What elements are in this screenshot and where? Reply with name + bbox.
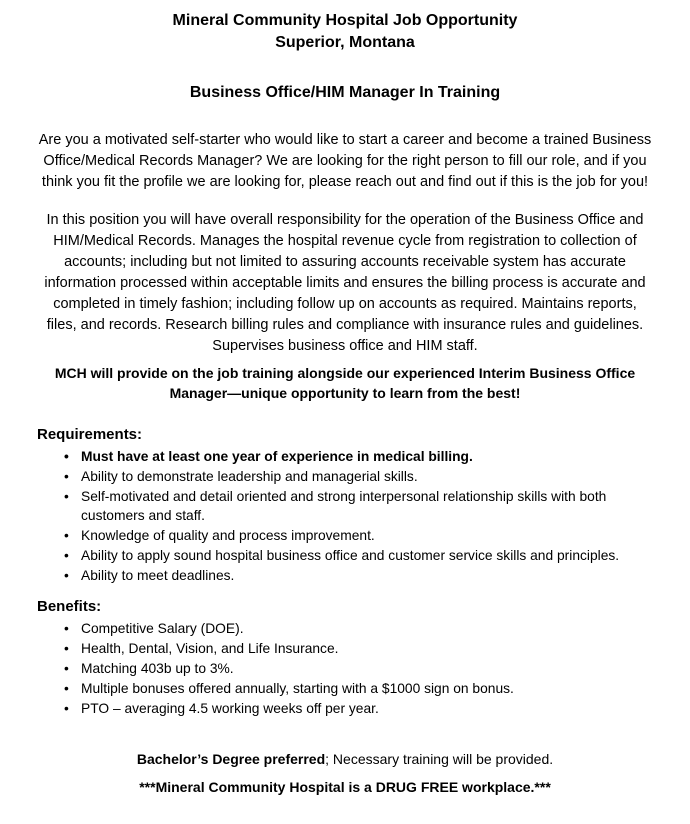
list-item: • Ability to demonstrate leadership and managerial skills. bbox=[64, 467, 653, 486]
list-item: • Health, Dental, Vision, and Life Insurance. bbox=[64, 639, 653, 658]
document-title bbox=[37, 10, 653, 54]
drug-free-notice: ***Mineral Community Hospital is a DRUG FREE workplace.*** bbox=[139, 779, 551, 795]
list-item: • Knowledge of quality and process improvement. bbox=[64, 526, 653, 545]
list-item: • Must have at least one year of experience in medical billing. bbox=[64, 447, 653, 466]
benefits-heading: Benefits: bbox=[37, 598, 102, 615]
training-note: MCH will provide on the job training alongside our experienced Interim Business Office Manager—unique opportunity to learn from the best! bbox=[54, 365, 636, 401]
list-item: • Competitive Salary (DOE). bbox=[64, 619, 653, 638]
list-item: • Ability to meet deadlines. bbox=[64, 566, 653, 585]
description-paragraph: In this position you will have overall responsibility for the operation of the Business Office and HIM/Medical Records. Manages the hospital revenue cycle from registration to collection of accounts; including but not limited to assuring accounts receivable system has accurate information processed within acceptable limits and ensures the billing process is accurate and completed in timely fashion; including follow up on accounts as required. Maintains reports, files, and records. Research billing rules and compliance with insurance rules and guidelines. Supervises business office and HIM staff. bbox=[44, 212, 646, 354]
document-title-line2: Superior, Montana bbox=[275, 34, 415, 51]
list-item: • Self-motivated and detail oriented and strong interpersonal relationship skills with both customers and staff. bbox=[64, 487, 653, 525]
requirements-list bbox=[37, 447, 653, 585]
degree-note-bold: Bachelor’s Degree preferred bbox=[136, 751, 326, 767]
requirements-heading: Requirements: bbox=[37, 426, 143, 443]
document-title-line1: Mineral Community Hospital Job Opportunity bbox=[172, 12, 518, 29]
list-item: • Ability to apply sound hospital business office and customer service skills and principles. bbox=[64, 546, 653, 565]
job-title: Business Office/HIM Manager In Training bbox=[189, 84, 501, 101]
degree-note-rest: ; Necessary training will be provided. bbox=[325, 751, 554, 767]
list-item: • PTO – averaging 4.5 working weeks off per year. bbox=[64, 699, 653, 718]
list-item: • Matching 403b up to 3%. bbox=[64, 659, 653, 678]
benefits-list bbox=[37, 619, 653, 718]
degree-note bbox=[37, 750, 653, 769]
list-item: • Multiple bonuses offered annually, starting with a $1000 sign on bonus. bbox=[64, 679, 653, 698]
intro-paragraph: Are you a motivated self-starter who would like to start a career and become a trained Business Office/Medical Records Manager? We are looking for the right person to fill our role, and if you think you fit the profile we are looking for, please reach out and find out if this is the job for you! bbox=[38, 132, 652, 190]
